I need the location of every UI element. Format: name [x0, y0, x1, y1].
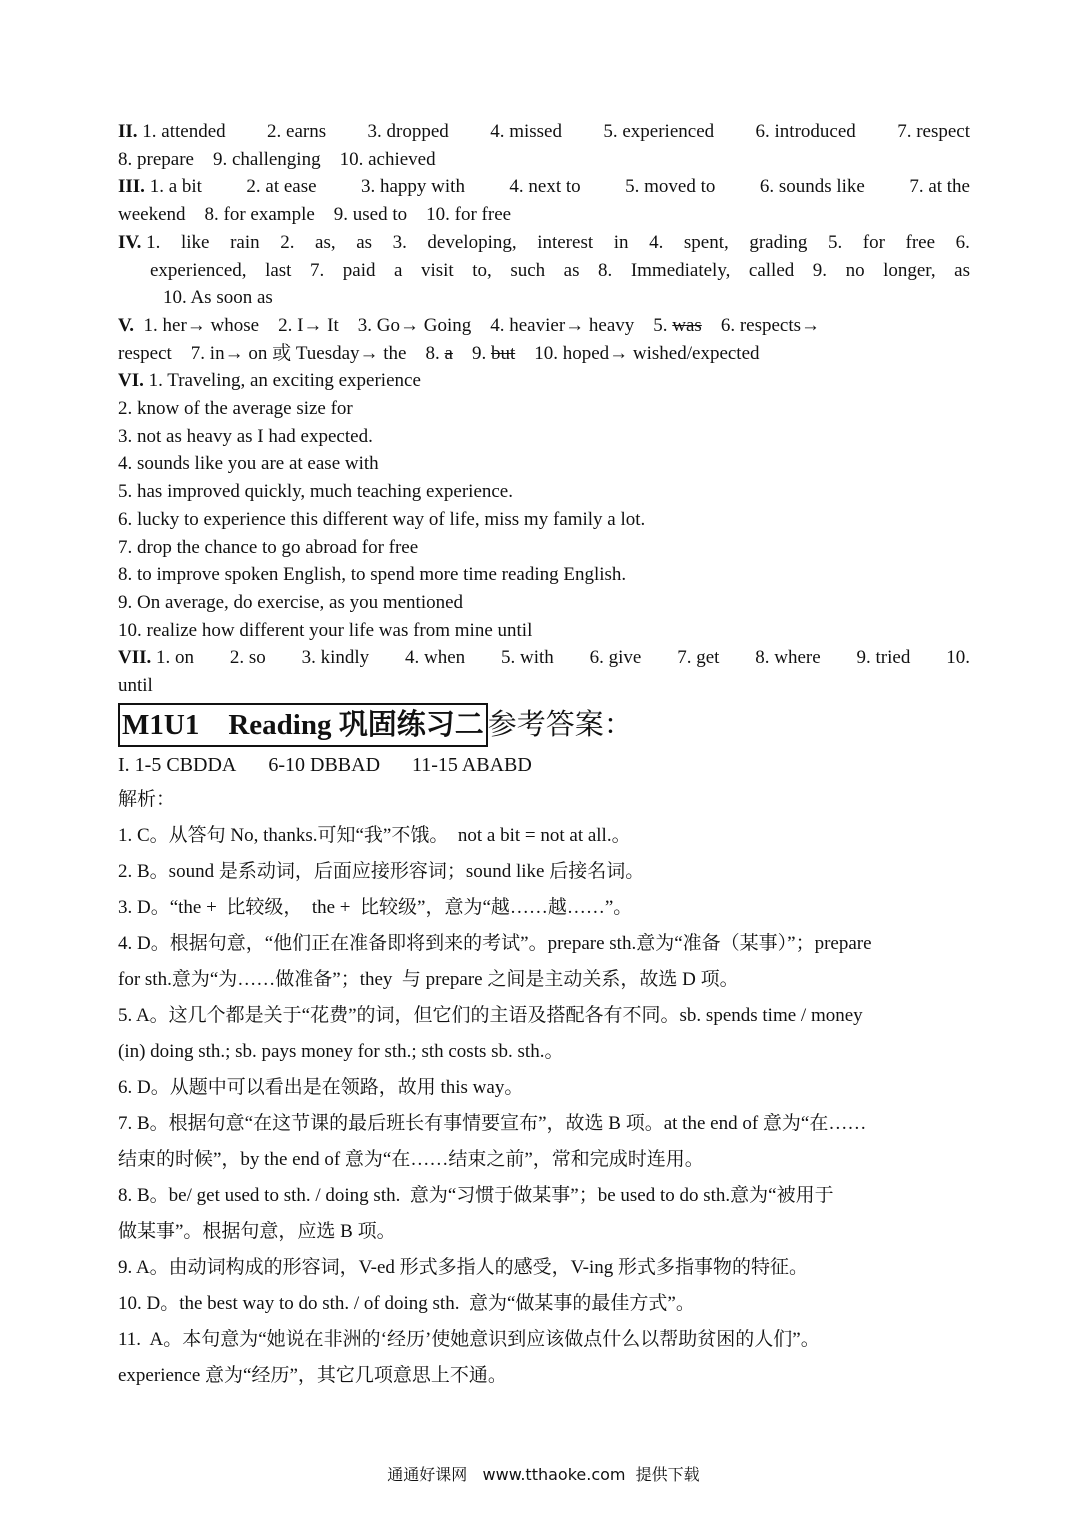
page-footer: 通通好课网 www.tthaoke.com 提供下载 — [387, 1465, 700, 1484]
section-vii-line-1 — [118, 644, 970, 672]
analysis-line: 结束的时候”，by the end of 意为“在……结束之前”，常和完成时连用。 — [118, 1148, 704, 1170]
item: 3. happy with — [361, 176, 465, 198]
word: to, — [472, 259, 492, 281]
analysis-line: 5. A。这几个都是关于“花费”的词，但它们的主语及搭配各有不同。sb. spends time / money — [118, 1004, 863, 1026]
section-v-line-1 — [118, 312, 970, 340]
item: 8. where — [755, 647, 821, 669]
section-vi-item: 4. sounds like you are at ease with — [118, 453, 379, 475]
section-vi-item: 7. drop the chance to go abroad for free — [118, 536, 419, 558]
item: 3. kindly — [301, 647, 370, 669]
analysis-line: 10. D。the best way to do sth. / of doing sth. 意为“做某事的最佳方式”。 — [118, 1292, 695, 1314]
item: 9. tried — [856, 647, 911, 669]
item: 3. dropped — [367, 121, 449, 142]
word: 3. — [392, 231, 407, 253]
item: 1. on — [156, 647, 195, 669]
section-v-line-2 — [118, 340, 970, 368]
corrections: 10. hoped→ wished/expected — [534, 342, 760, 364]
answer-group: I. 1-5 CBDDA — [118, 753, 237, 776]
analysis-label: 解析： — [118, 788, 176, 810]
item: 7. at the — [909, 176, 970, 198]
item: 6. sounds like — [759, 176, 865, 198]
section-vi-label: VI. — [118, 370, 144, 392]
word: such — [510, 259, 546, 281]
section-ii-label: II. — [118, 121, 138, 142]
word: 4. — [649, 231, 664, 253]
corrections: 1. her→ whose 2. I→ It 3. Go→ Going 4. heavier→ heavy 5. — [143, 314, 668, 336]
word: spent, — [683, 231, 729, 253]
item: 7. get — [677, 647, 720, 669]
answer-group: 11-15 ABABD — [412, 753, 532, 776]
analysis-line: 7. B。根据句意“在这节课的最后班长有事情要宣布”，故选 B 项。at the end of 意为“在…… — [118, 1112, 867, 1134]
struck-word: was — [672, 314, 702, 336]
section-vi-line-1 — [118, 367, 970, 395]
analysis-line: 8. B。be/ get used to sth. / doing sth. 意为“习惯于做某事”；be used to do sth.意为“被用于 — [118, 1184, 834, 1206]
word: in — [613, 231, 629, 253]
item: 2. earns — [267, 121, 327, 142]
item: 5. moved to — [625, 176, 716, 198]
section-vi-item: 6. lucky to experience this different way of life, miss my family a lot. — [118, 508, 646, 530]
item: 5. with — [501, 647, 554, 669]
item: 4. next to — [509, 176, 581, 198]
word: developing, — [427, 231, 517, 253]
corrections: respect 7. in→ on 或 Tuesday→ the 8. — [118, 342, 440, 364]
boxed-title: M1U1 Reading 巩固练习二 — [118, 703, 488, 747]
word: interest — [537, 231, 594, 253]
answer-key-line — [118, 748, 970, 782]
section-iii-line-1 — [118, 173, 970, 201]
word: as — [563, 259, 580, 281]
analysis-line: 11. A。本句意为“她说在非洲的‘经历’使她意识到应该做点什么以帮助贫困的人们”。 — [118, 1328, 820, 1350]
word: experienced, — [150, 259, 247, 281]
analysis-line: 4. D。根据句意，“他们正在准备即将到来的考试”。prepare sth.意为“准备（某事）”；prepare — [118, 932, 872, 954]
item: 5. experienced — [603, 121, 715, 142]
answer-page — [118, 118, 970, 1394]
analysis-line: 6. D。从题中可以看出是在领路，故用 this way。 — [118, 1076, 524, 1098]
analysis-line: experience 意为“经历”，其它几项意思上不通。 — [118, 1364, 507, 1386]
section-iv-label: IV. — [118, 231, 142, 253]
item: 1. attended — [142, 121, 226, 142]
item: 4. missed — [490, 121, 562, 142]
word: no — [845, 259, 865, 281]
word: for — [862, 231, 885, 253]
analysis-line: for sth.意为“为……做准备”；they 与 prepare 之间是主动关系，故选 D 项。 — [118, 968, 739, 990]
section-iii-line-2: weekend 8. for example 9. used to 10. for free — [118, 204, 512, 226]
item: 4. when — [405, 647, 466, 669]
analysis-line: 2. B。sound 是系动词，后面应接形容词；sound like 后接名词。 — [118, 860, 645, 882]
struck-word: but — [490, 342, 516, 364]
section-vi-item: 9. On average, do exercise, as you mentioned — [118, 591, 464, 613]
analysis-line: 做某事”。根据句意，应选 B 项。 — [118, 1220, 396, 1242]
word: like — [181, 231, 210, 253]
item: 6. introduced — [755, 121, 856, 142]
item: 2. at ease — [246, 176, 317, 198]
analysis-line: 9. A。由动词构成的形容词，V-ed 形式多指人的感受，V-ing 形式多指事物的特征。 — [118, 1256, 808, 1278]
section-heading — [118, 702, 970, 748]
word: 5. — [827, 231, 843, 253]
struck-word: a — [444, 342, 453, 364]
section-iv-line-3: 10. As soon as — [163, 287, 273, 309]
analysis-line: 1. C。从答句 No, thanks.可知“我”不饿。 not a bit = not at all.。 — [118, 824, 631, 846]
word: as, — [315, 231, 336, 253]
item: 1. a bit — [149, 176, 202, 198]
word: paid — [342, 259, 376, 281]
section-vi-item: 2. know of the average size for — [118, 398, 353, 420]
section-vi-item: 5. has improved quickly, much teaching experience. — [118, 481, 513, 503]
word: 7. — [309, 259, 325, 281]
section-ii-line-2: 8. prepare 9. challenging 10. achieved — [118, 148, 436, 170]
analysis-line: (in) doing sth.; sb. pays money for sth.; sth costs sb. sth.。 — [118, 1040, 564, 1062]
analysis-line: 3. D。“the + 比较级， the + 比较级”，意为“越……越……”。 — [118, 896, 633, 918]
word: 8. — [598, 259, 613, 281]
section-vii-line-2: until — [118, 675, 153, 697]
corrections: 9. — [471, 342, 487, 364]
word: rain — [230, 231, 260, 253]
analysis-list — [118, 818, 970, 1394]
section-v-label: V. — [118, 314, 135, 336]
item: 2. so — [229, 647, 266, 669]
sentence: 1. Traveling, an exciting experience — [148, 370, 421, 392]
word: Immediately, — [630, 259, 731, 281]
section-vi-item: 3. not as heavy as I had expected. — [118, 425, 373, 447]
word: last — [265, 259, 292, 281]
section-iii-label: III. — [118, 176, 145, 198]
item: 7. respect — [897, 121, 970, 142]
section-vi-item: 8. to improve spoken English, to spend more time reading English. — [118, 564, 627, 586]
word: called — [748, 259, 795, 281]
item: 10. — [946, 647, 970, 669]
word: 6. — [955, 231, 970, 253]
word: 1. — [146, 231, 161, 253]
section-iv-line-2 — [118, 257, 970, 285]
word: a — [394, 259, 403, 281]
corrections: 6. respects→ — [720, 314, 821, 336]
word: 9. — [812, 259, 828, 281]
answer-group: 6-10 DBBAD — [268, 753, 381, 776]
word: grading — [749, 231, 808, 253]
item: 6. give — [589, 647, 642, 669]
word: longer, — [883, 259, 936, 281]
section-vii-label: VII. — [118, 647, 152, 669]
word: as — [954, 259, 970, 281]
word: as — [356, 231, 373, 253]
section-ii-line-1 — [118, 118, 970, 146]
section-vi-item: 10. realize how different your life was from mine until — [118, 619, 533, 641]
section-iv-line-1 — [118, 229, 970, 257]
heading-suffix: 参考答案： — [487, 708, 633, 741]
word: 2. — [280, 231, 295, 253]
word: free — [905, 231, 936, 253]
word: visit — [420, 259, 454, 281]
